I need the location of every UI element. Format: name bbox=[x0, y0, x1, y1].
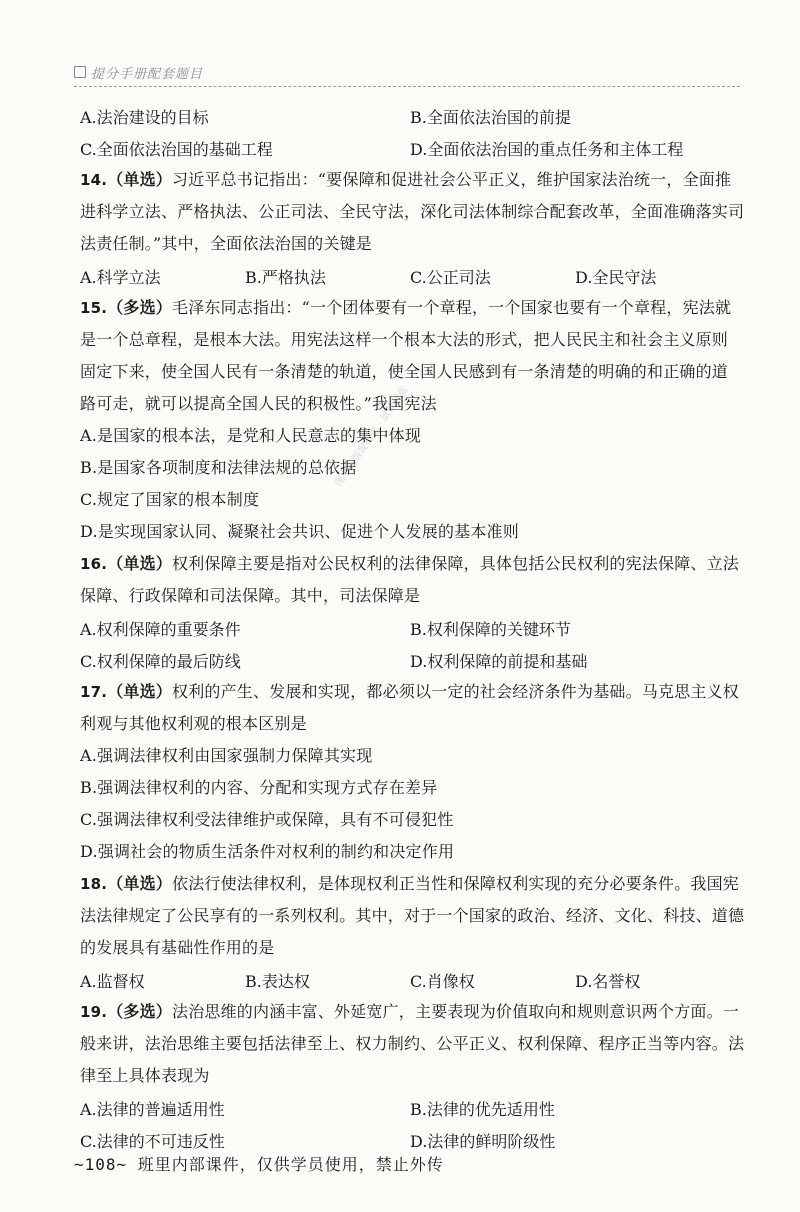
page-header bbox=[74, 60, 203, 84]
q15-stem-line: 毛泽东同志指出：“一个团体要有一个章程，一个国家也要有一个章程，宪法就 bbox=[172, 298, 732, 317]
q18-stem-line: 的发展具有基础性作用的是 bbox=[80, 938, 275, 957]
page-footer: ~108~ 班里内部课件，仅供学员使用，禁止外传 bbox=[74, 1155, 444, 1174]
q19-type: （多选） bbox=[107, 1002, 172, 1021]
q15-option-c: C.规定了国家的根本制度 bbox=[80, 490, 260, 509]
q19-number: 19. bbox=[80, 1003, 108, 1021]
q16-option-b: B.权利保障的关键环节 bbox=[410, 619, 571, 639]
q17-option-b: B.强调法律权利的内容、分配和实现方式存在差异 bbox=[80, 778, 438, 797]
q14-option-d: D.全民守法 bbox=[575, 267, 657, 287]
q13-option-c: C.全面依法治国的基础工程 bbox=[80, 139, 273, 159]
header-title: 提分手册配套题目 bbox=[91, 66, 204, 82]
q14-option-c: C.公正司法 bbox=[410, 267, 491, 287]
header-divider bbox=[74, 86, 740, 87]
q17-option-d: D.强调社会的物质生活条件对权利的制约和决定作用 bbox=[80, 842, 455, 861]
q19-options-row1 bbox=[80, 1092, 740, 1124]
q16-stem-line: 权利保障主要是指对公民权利的法律保障，具体包括公民权利的宪法保障、立法 bbox=[172, 554, 740, 573]
q16-stem-line: 保障、行政保障和司法保障。其中，司法保障是 bbox=[80, 586, 421, 605]
q13-option-a: A.法治建设的目标 bbox=[80, 107, 209, 127]
q17-type: （单选） bbox=[107, 682, 172, 701]
q14-number: 14. bbox=[80, 171, 108, 189]
question-14 bbox=[80, 164, 745, 292]
q17-number: 17. bbox=[80, 683, 108, 701]
q19-stem-line: 般来讲，法治思维主要包括法律至上、权力制约、公平正义、权利保障、程序正当等内容。法 bbox=[80, 1034, 745, 1053]
q19-option-c: C.法律的不可违反性 bbox=[80, 1131, 225, 1151]
q14-type: （单选） bbox=[107, 170, 172, 189]
q18-option-b: B.表达权 bbox=[245, 971, 310, 991]
q14-options bbox=[80, 260, 740, 292]
q18-stem-line: 法法律规定了公民享有的一系列权利。其中，对于一个国家的政治、经济、文化、科技、道德 bbox=[80, 906, 745, 925]
question-list bbox=[80, 100, 745, 1156]
question-16 bbox=[80, 548, 740, 676]
q16-option-a: A.权利保障的重要条件 bbox=[80, 619, 241, 639]
q19-stem-line: 法治思维的内涵丰富、外延宽广，主要表现为价值取向和规则意识两个方面。一 bbox=[172, 1002, 740, 1021]
q14-stem-line: 法责任制。”其中，全面依法治国的关键是 bbox=[80, 234, 372, 253]
q15-number: 15. bbox=[80, 299, 108, 317]
q18-stem-line: 依法行使法律权利，是体现权利正当性和保障权利实现的充分必要条件。我国宪 bbox=[172, 874, 740, 893]
q17-stem-line: 权利的产生、发展和实现，都必须以一定的社会经济条件为基础。马克思主义权 bbox=[172, 682, 740, 701]
q16-options-row2 bbox=[80, 644, 740, 676]
q18-options bbox=[80, 964, 740, 996]
question-15 bbox=[80, 292, 740, 548]
q14-option-a: A.科学立法 bbox=[80, 267, 161, 287]
q16-options-row1 bbox=[80, 612, 740, 644]
book-icon bbox=[74, 66, 86, 78]
q18-option-a: A.监督权 bbox=[80, 971, 145, 991]
q15-option-b: B.是国家各项制度和法律法规的总依据 bbox=[80, 458, 357, 477]
q18-number: 18. bbox=[80, 875, 108, 893]
q18-type: （单选） bbox=[107, 874, 172, 893]
q15-option-a: A.是国家的根本法，是党和人民意志的集中体现 bbox=[80, 426, 422, 445]
q15-stem-line: 是一个总章程，是根本大法。用宪法这样一个根本大法的形式，把人民民主和社会主义原则 bbox=[80, 330, 729, 349]
q15-stem-line: 路可走，就可以提高全国人民的积极性。”我国宪法 bbox=[80, 394, 437, 413]
q14-stem-line: 进科学立法、严格执法、公正司法、全民守法，深化司法体制综合配套改革，全面准确落实司 bbox=[80, 202, 745, 221]
question-17 bbox=[80, 676, 740, 868]
q14-option-b: B.严格执法 bbox=[245, 267, 326, 287]
q19-option-d: D.法律的鲜明阶级性 bbox=[410, 1131, 556, 1151]
q15-stem-line: 固定下来，使全国人民有一条清楚的轨道，使全国人民感到有一条清楚的明确的和正确的道 bbox=[80, 362, 729, 381]
q19-option-a: A.法律的普遍适用性 bbox=[80, 1099, 225, 1119]
q16-number: 16. bbox=[80, 555, 108, 573]
q16-option-c: C.权利保障的最后防线 bbox=[80, 651, 241, 671]
q15-option-d: D.是实现国家认同、凝聚社会共识、促进个人发展的基本准则 bbox=[80, 522, 519, 541]
q17-option-a: A.强调法律权利由国家强制力保障其实现 bbox=[80, 746, 373, 765]
watermark: 图书出版发行部 · 试读样张 bbox=[333, 384, 411, 489]
q19-stem-line: 律至上具体表现为 bbox=[80, 1066, 210, 1085]
q16-type: （单选） bbox=[107, 554, 172, 573]
q13-options-row2 bbox=[80, 132, 740, 164]
q17-option-c: C.强调法律权利受法律维护或保障，具有不可侵犯性 bbox=[80, 810, 454, 829]
question-19 bbox=[80, 996, 745, 1156]
question-18 bbox=[80, 868, 745, 996]
q17-stem-line: 利观与其他权利观的根本区别是 bbox=[80, 714, 307, 733]
q14-stem-line: 习近平总书记指出：“要保障和促进社会公平正义，维护国家法治统一，全面推 bbox=[172, 170, 732, 189]
q18-option-d: D.名誉权 bbox=[575, 971, 641, 991]
q13-option-b: B.全面依法治国的前提 bbox=[410, 107, 571, 127]
q18-option-c: C.肖像权 bbox=[410, 971, 475, 991]
q16-option-d: D.权利保障的前提和基础 bbox=[410, 651, 588, 671]
q13-options-row1 bbox=[80, 100, 740, 132]
q15-type: （多选） bbox=[107, 298, 172, 317]
q13-option-d: D.全面依法治国的重点任务和主体工程 bbox=[410, 139, 684, 159]
q19-option-b: B.法律的优先适用性 bbox=[410, 1099, 555, 1119]
